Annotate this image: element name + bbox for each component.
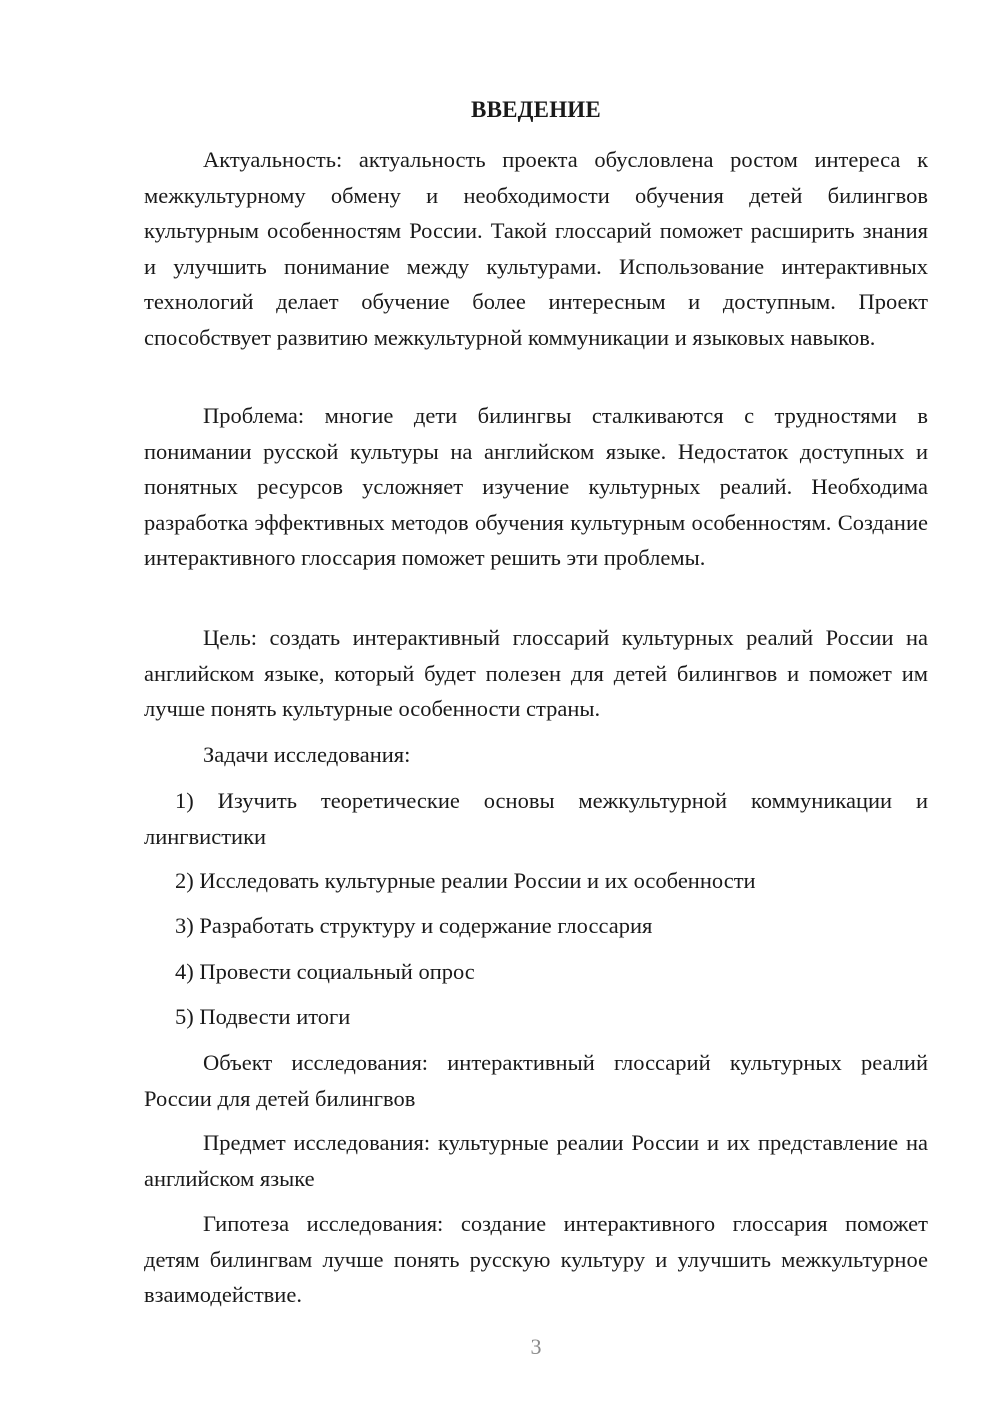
paragraph-hypothesis: Гипотеза исследования: создание интерактивного глоссария поможет детям билингвам лучше понять русскую культуру и улучшить межкультурное взаимодействие. <box>144 1211 928 1308</box>
task-item-4: 4) Провести социальный опрос <box>175 959 475 984</box>
page-number: 3 <box>530 1334 542 1359</box>
paragraph-problem: Проблема: многие дети билингвы сталкиваются с трудностями в понимании русской культуры на английском языке. Недостаток доступных и понятных ресурсов усложняет изучение культурных реалий. Необходима разработка эффективных методов обучения культурным особенностям. Создание интерактивного глоссария поможет решить эти проблемы. <box>144 403 928 571</box>
tasks-heading: Задачи исследования: <box>203 742 411 767</box>
paragraph-goal: Цель: создать интерактивный глоссарий культурных реалий России на английском языке, который будет полезен для детей билингвов и поможет им лучше понять культурные особенности страны. <box>144 625 928 722</box>
task-item-1: 1) Изучить теоретические основы межкультурной коммуникации и лингвистики <box>144 788 928 849</box>
paragraph-object: Объект исследования: интерактивный глоссарий культурных реалий России для детей билингвов <box>144 1050 928 1111</box>
task-item-3: 3) Разработать структуру и содержание глоссария <box>175 913 653 938</box>
paragraph-subject: Предмет исследования: культурные реалии России и их представление на английском языке <box>144 1130 928 1191</box>
paragraph-relevance: Актуальность: актуальность проекта обусловлена ростом интереса к межкультурному обмену и необходимости обучения детей билингвов культурным особенностям России. Такой глоссарий поможет расширить знания и улучшить понимание между культурами. Использование интерактивных технологий делает обучение более интересным и доступным. Проект способствует развитию межкультурной коммуникации и языковых навыков. <box>144 147 928 350</box>
task-item-5: 5) Подвести итоги <box>175 1004 351 1029</box>
task-item-2: 2) Исследовать культурные реалии России и их особенности <box>175 868 756 893</box>
section-title: ВВЕДЕНИЕ <box>471 97 601 122</box>
